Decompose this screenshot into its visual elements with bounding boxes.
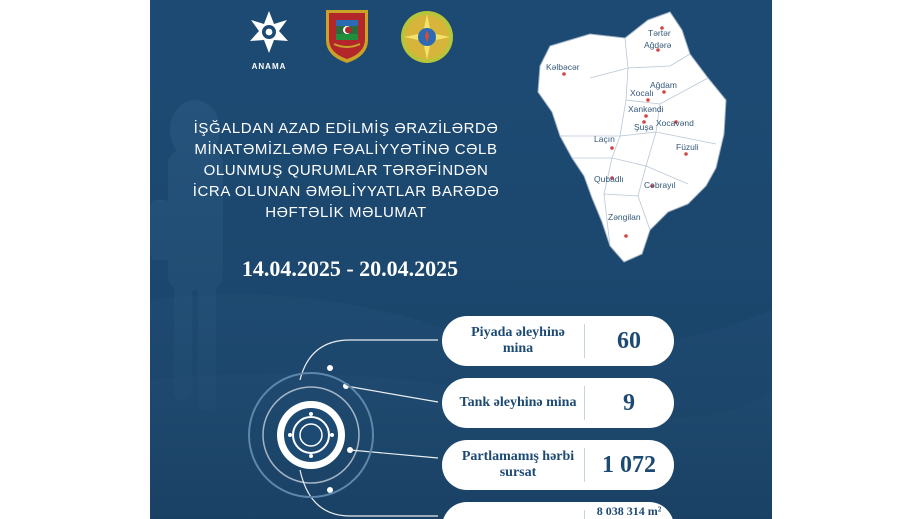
stat-value: 8 038 314 m² <box>596 504 662 518</box>
stat-divider <box>584 510 585 519</box>
map-label-cebrayil: Cəbrayıl <box>644 180 676 190</box>
anama-logo-text: ANAMA <box>251 62 287 71</box>
map-label-terter: Tərtər <box>648 28 671 38</box>
landmine-rings-graphic <box>246 370 376 500</box>
map-label-agdere: Ağdərə <box>644 40 672 50</box>
army-logo <box>324 8 370 64</box>
headline-line: MİNATƏMİZLƏMƏ FƏALİYYƏTİNƏ CƏLB <box>194 141 498 158</box>
stat-card-antitank <box>442 378 674 428</box>
stat-label: Tank əleyhinə mina <box>459 395 577 410</box>
anama-logo <box>244 8 294 70</box>
stat-divider <box>584 448 585 482</box>
stat-label: Piyada əleyhinə mina <box>471 325 565 356</box>
army-shield-icon <box>324 8 370 64</box>
map-label-kelbecer: Kəlbəcər <box>546 62 580 72</box>
stat-value: 9 <box>623 389 635 416</box>
stat-label: Partlamamış hərbi sursat <box>461 449 575 480</box>
map-label-zengilan: Zəngilan <box>608 212 641 222</box>
stat-divider <box>584 324 585 358</box>
logos-row <box>244 8 474 72</box>
map-label-lacin: Laçın <box>594 134 615 144</box>
date-range: 14.04.2025 - 20.04.2025 <box>241 256 459 281</box>
emergency-emblem-icon <box>400 10 454 64</box>
emergency-logo <box>400 10 454 64</box>
stat-card-area <box>442 502 674 519</box>
headline <box>178 118 514 223</box>
headline-line: İCRA OLUNAN ƏMƏLİYYATLAR BARƏDƏ <box>192 183 500 200</box>
stat-value: 1 072 <box>602 451 656 478</box>
headline-line: HƏFTƏLİK MƏLUMAT <box>265 204 427 221</box>
map-label-susa: Şuşa <box>634 122 654 132</box>
stat-value: 60 <box>617 327 641 354</box>
stat-divider <box>584 386 585 420</box>
stat-card-uxo <box>442 440 674 490</box>
stat-label <box>458 508 578 519</box>
map-label-xocavend: Xocavənd <box>656 118 694 128</box>
headline-line: OLUNMUŞ QURUMLAR TƏRƏFİNDƏN <box>203 162 489 179</box>
headline-line: İŞĞALDAN AZAD EDİLMİŞ ƏRAZİLƏRDƏ <box>193 120 499 137</box>
map-label-xankendi: Xankəndi <box>628 104 664 114</box>
poster <box>150 0 772 519</box>
map-shape <box>530 8 730 266</box>
map-label-fuzuli: Füzuli <box>676 142 699 152</box>
karabakh-map <box>530 8 730 266</box>
stat-card-antipersonnel <box>442 316 674 366</box>
map-label-agdam: Ağdam <box>650 80 677 90</box>
anama-star-icon <box>244 8 294 60</box>
map-label-xocali: Xocalı <box>630 88 654 98</box>
map-label-qubadli: Qubadlı <box>594 174 624 184</box>
